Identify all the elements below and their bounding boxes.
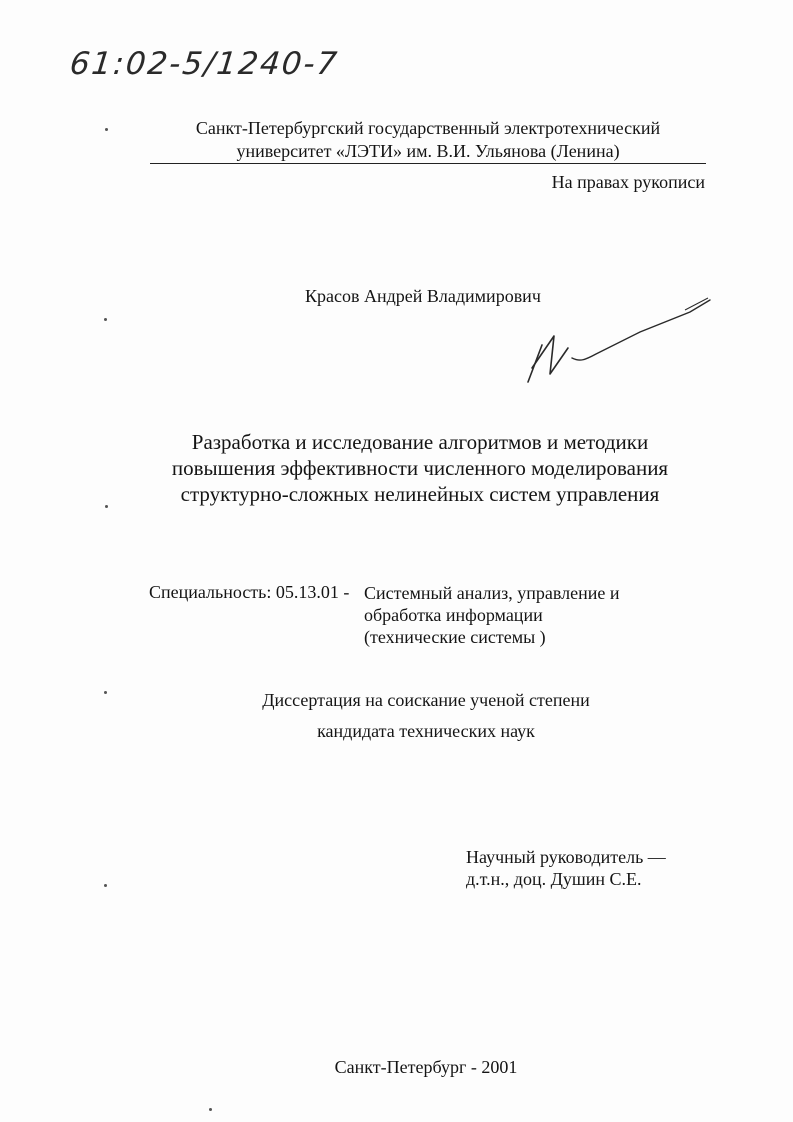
degree-line-1: Диссертация на соискание ученой степени (262, 690, 590, 710)
institution-line-1: Санкт-Петербургский государственный электротехнический (195, 118, 661, 138)
title-line-3: структурно-сложных нелинейных систем управления (180, 482, 660, 506)
degree-line-2: кандидата технических наук (317, 721, 535, 741)
scan-speck (105, 128, 108, 131)
specialty-line-1: Системный анализ, управление и (364, 583, 620, 603)
dissertation-title (120, 429, 720, 507)
title-line-1: Разработка и исследование алгоритмов и методики (191, 430, 649, 454)
scan-speck (209, 1108, 212, 1111)
archive-number-handwritten: 61:02-5/1240-7 (68, 46, 341, 82)
manuscript-rights-note: На правах рукописи (551, 172, 705, 192)
title-line-2: повышения эффективности численного моделирования (171, 456, 669, 480)
specialty-line-2: обработка информации (364, 605, 543, 625)
signature-mark (520, 290, 720, 390)
scan-speck (104, 318, 107, 321)
institution-divider (150, 163, 706, 164)
specialty-label: Специальность: 05.13.01 - (149, 582, 350, 602)
specialty-description (364, 582, 619, 648)
institution-name (150, 117, 706, 163)
author-name: Красов Андрей Владимирович (305, 286, 541, 306)
scan-speck (104, 691, 107, 694)
city-year: Санкт-Петербург - 2001 (334, 1057, 518, 1077)
supervisor-line-1: Научный руководитель — (466, 847, 666, 867)
scan-speck (104, 884, 107, 887)
scan-speck (105, 505, 108, 508)
specialty-line-3: (технические системы ) (364, 627, 546, 647)
supervisor-line-2: д.т.н., доц. Душин С.Е. (466, 869, 642, 889)
institution-line-2: университет «ЛЭТИ» им. В.И. Ульянова (Ленина) (236, 141, 620, 161)
scientific-supervisor (466, 846, 666, 890)
